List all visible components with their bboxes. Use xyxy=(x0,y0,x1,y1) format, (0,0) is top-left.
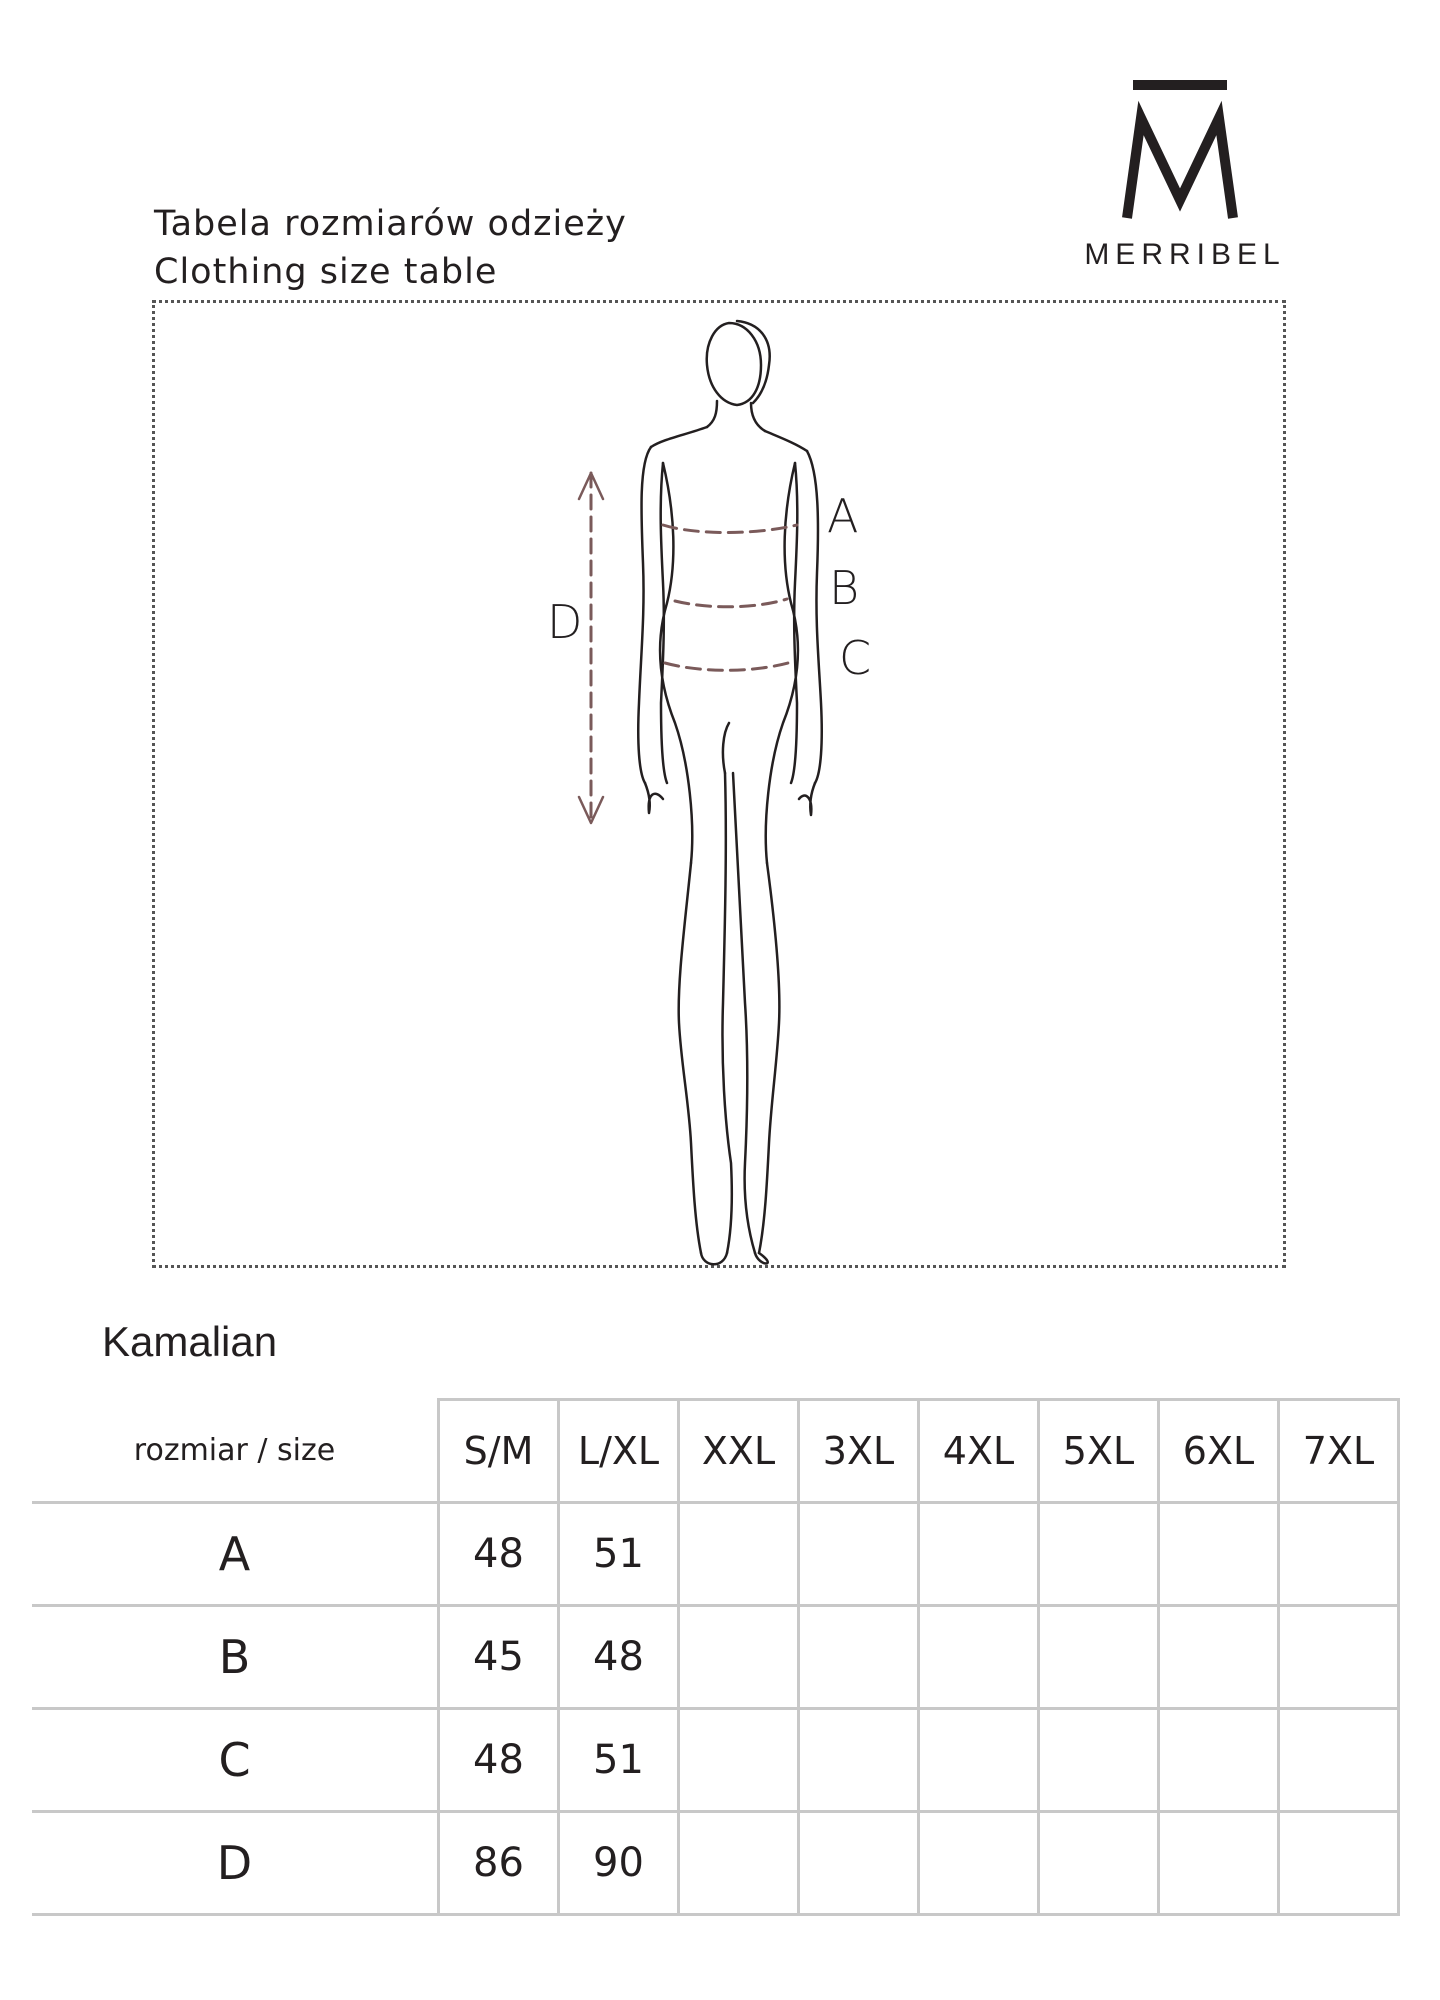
table-cell: 45 xyxy=(439,1606,559,1709)
measurement-label-c: C xyxy=(839,631,872,685)
table-cell xyxy=(1159,1606,1279,1709)
table-cell: 48 xyxy=(439,1503,559,1606)
table-cell xyxy=(679,1709,799,1812)
table-cell xyxy=(919,1812,1039,1915)
table-row xyxy=(32,1709,1399,1812)
size-header-row xyxy=(32,1400,1399,1503)
row-label: D xyxy=(32,1812,439,1915)
measurement-figure xyxy=(152,300,1286,1268)
size-col-header: 7XL xyxy=(1279,1400,1399,1503)
brand-name: MERRIBEL xyxy=(1084,238,1286,271)
size-col-header: 4XL xyxy=(919,1400,1039,1503)
table-cell: 51 xyxy=(559,1503,679,1606)
body-silhouette xyxy=(155,303,1289,1271)
table-cell xyxy=(799,1812,919,1915)
product-name: Kamalian xyxy=(102,1318,278,1365)
size-header-corner: rozmiar / size xyxy=(32,1400,439,1503)
size-col-header: 5XL xyxy=(1039,1400,1159,1503)
table-cell: 48 xyxy=(559,1606,679,1709)
table-cell: 51 xyxy=(559,1709,679,1812)
table-cell xyxy=(919,1709,1039,1812)
table-cell xyxy=(1279,1503,1399,1606)
size-col-header: L/XL xyxy=(559,1400,679,1503)
row-label: B xyxy=(32,1606,439,1709)
table-cell xyxy=(1279,1812,1399,1915)
table-cell: 86 xyxy=(439,1812,559,1915)
table-cell xyxy=(1039,1709,1159,1812)
table-cell xyxy=(799,1709,919,1812)
table-row xyxy=(32,1812,1399,1915)
table-cell xyxy=(919,1503,1039,1606)
table-cell xyxy=(1279,1606,1399,1709)
row-label: C xyxy=(32,1709,439,1812)
size-table xyxy=(32,1398,1400,1916)
table-cell xyxy=(1039,1812,1159,1915)
table-cell xyxy=(679,1812,799,1915)
table-cell xyxy=(1159,1503,1279,1606)
page-heading xyxy=(154,200,627,296)
measurement-label-b: B xyxy=(829,561,860,615)
size-col-header: XXL xyxy=(679,1400,799,1503)
brand-logo xyxy=(1065,80,1305,280)
table-cell xyxy=(1159,1709,1279,1812)
table-cell: 48 xyxy=(439,1709,559,1812)
table-cell xyxy=(1039,1606,1159,1709)
table-cell xyxy=(919,1606,1039,1709)
table-cell xyxy=(679,1503,799,1606)
table-cell xyxy=(1159,1812,1279,1915)
table-row xyxy=(32,1503,1399,1606)
table-row xyxy=(32,1606,1399,1709)
measurement-label-a: A xyxy=(827,489,859,543)
size-col-header: S/M xyxy=(439,1400,559,1503)
row-label: A xyxy=(32,1503,439,1606)
size-col-header: 6XL xyxy=(1159,1400,1279,1503)
measurement-label-d: D xyxy=(547,595,583,649)
table-cell xyxy=(799,1503,919,1606)
table-cell xyxy=(1039,1503,1159,1606)
table-cell: 90 xyxy=(559,1812,679,1915)
heading-english: Clothing size table xyxy=(154,252,498,292)
size-col-header: 3XL xyxy=(799,1400,919,1503)
table-cell xyxy=(799,1606,919,1709)
merribel-m-logo-icon xyxy=(1115,80,1245,220)
heading-polish: Tabela rozmiarów odzieży xyxy=(154,204,627,244)
table-cell xyxy=(1279,1709,1399,1812)
table-cell xyxy=(679,1606,799,1709)
